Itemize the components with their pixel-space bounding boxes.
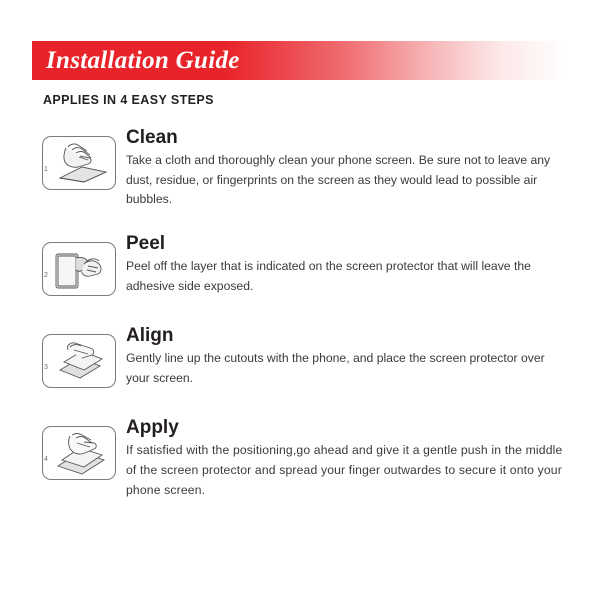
step-body	[120, 234, 568, 296]
step-item	[38, 418, 568, 500]
steps-list	[38, 128, 568, 524]
step-body	[120, 326, 568, 388]
step-description: Gently line up the cutouts with the phone, and place the screen protector over your screen.	[126, 351, 545, 385]
step-title: Align	[126, 325, 174, 347]
hand-wiping-screen-icon	[46, 138, 114, 190]
step-item	[38, 128, 568, 210]
step-body	[120, 128, 568, 210]
step-description: If satisfied with the positioning,go ahead and give it a gentle push in the middle of the screen protector and spread your finger outwardes to secure it onto your phone screen.	[126, 443, 563, 497]
page-title: Installation Guide	[46, 47, 240, 74]
hand-pressing-protector-icon	[46, 428, 114, 480]
hand-peeling-film-icon	[46, 244, 114, 296]
step-number: 1	[44, 166, 48, 173]
step-figure	[38, 426, 120, 486]
step-description: Peel off the layer that is indicated on the screen protector that will leave the adhesive side exposed.	[126, 259, 531, 293]
step-figure	[38, 242, 120, 302]
step-title: Apply	[126, 417, 179, 439]
step-item	[38, 326, 568, 394]
step-body	[120, 418, 568, 500]
step-description: Take a cloth and thoroughly clean your phone screen. Be sure not to leave any dust, residue, or fingerprints on the screen as they would lead to possible air bubbles.	[126, 152, 551, 207]
step-title: Clean	[126, 127, 178, 148]
step-title: Peel	[126, 233, 166, 255]
step-item	[38, 234, 568, 302]
step-number: 3	[44, 364, 48, 372]
step-number: 2	[44, 272, 48, 280]
subtitle: APPLIES IN 4 EASY STEPS	[43, 93, 214, 107]
step-figure	[38, 136, 120, 196]
header-banner	[32, 41, 568, 80]
hand-aligning-protector-icon	[46, 336, 114, 388]
step-figure	[38, 334, 120, 394]
step-number: 4	[44, 456, 48, 464]
